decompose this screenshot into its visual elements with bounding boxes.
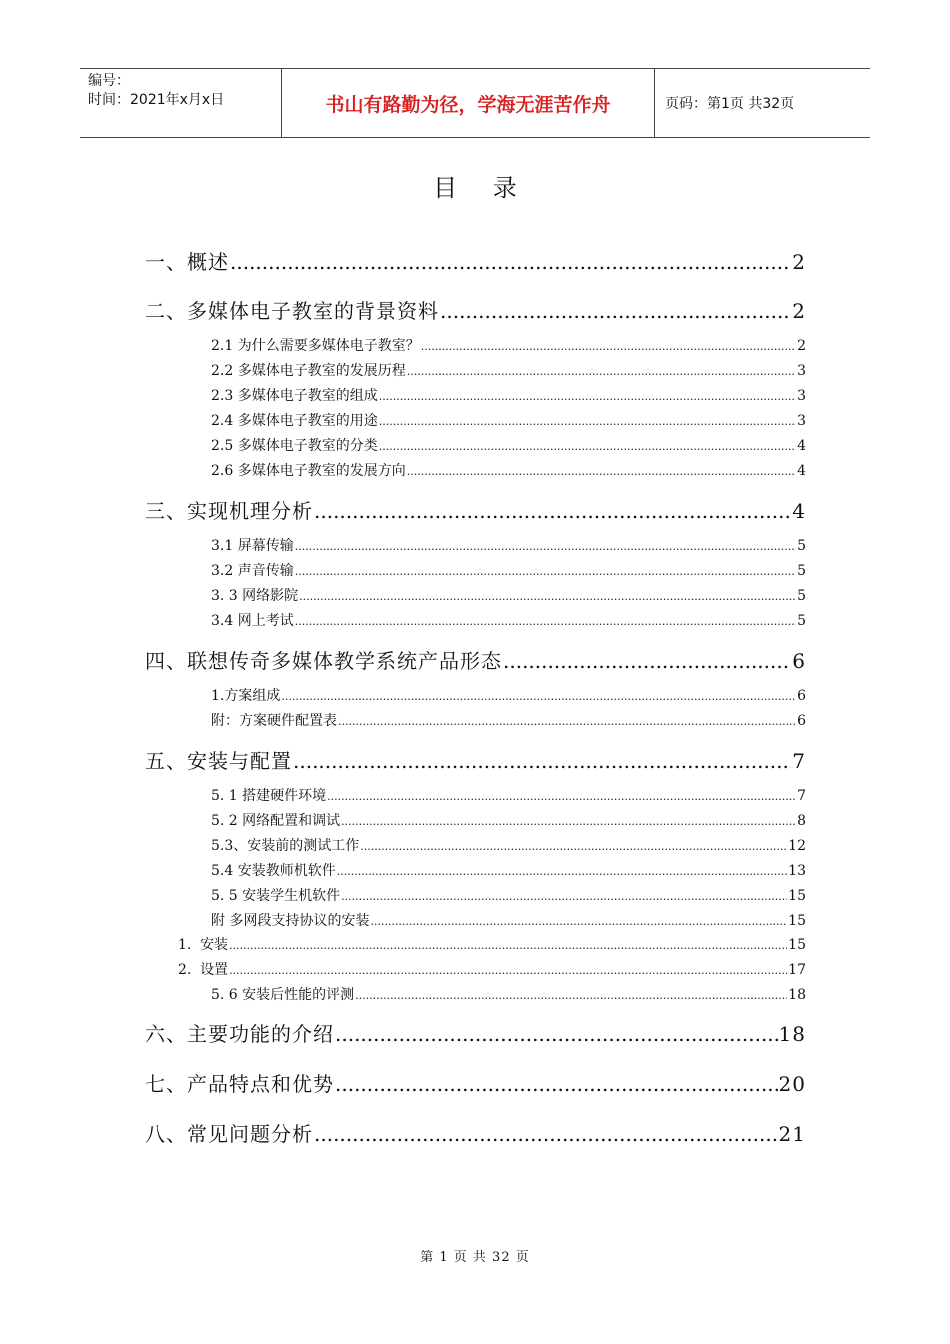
toc-entry-title: 3.1 屏幕传输 [211,538,294,554]
toc-entry-page: 3 [797,388,806,404]
toc-leader-dots [503,649,791,673]
toc-leader-dots [407,465,796,478]
toc-entry-page: 3 [797,363,806,379]
toc-leader-dots [360,840,787,853]
toc-entry-title: 三、实现机理分析 [145,499,313,523]
toc-entry-title: 5. 2 网络配置和调试 [211,813,341,829]
toc-entry[interactable] [145,745,806,774]
toc-leader-dots [335,1072,778,1096]
toc-entry-title: 五、安装与配置 [145,749,292,773]
toc-entry-title: 5. 1 搭建硬件环境 [211,788,327,804]
toc-entry[interactable] [145,1068,806,1097]
toc-entry-page: 7 [797,788,806,804]
toc-leader-dots [379,415,796,428]
toc-leader-dots [230,250,791,274]
toc-entry-page: 2 [797,338,806,354]
toc-entry-title: 六、主要功能的介绍 [145,1022,334,1046]
toc-entry-page: 6 [797,688,806,704]
toc-leader-dots [314,499,791,523]
toc-entry-title: 3.2 声音传输 [211,563,294,579]
toc-entry[interactable] [211,885,806,905]
toc-entry[interactable] [211,410,806,430]
toc-leader-dots [379,390,796,403]
toc-entry-page: 2 [792,299,806,323]
toc-entry-title: 八、常见问题分析 [145,1122,313,1146]
toc-entry-title: 七、产品特点和优势 [145,1072,334,1096]
toc-entry-page: 6 [797,713,806,729]
toc-leader-dots [379,440,796,453]
toc-leader-dots [229,964,787,977]
toc-entry[interactable] [211,385,806,405]
toc-entry[interactable] [145,495,806,524]
toc-entry-title: 5. 5 安装学生机软件 [211,888,341,904]
toc-entry-page: 12 [788,838,806,854]
toc-leader-dots [337,865,787,878]
toc-entry-page: 4 [797,438,806,454]
toc-entry-page: 17 [788,962,806,978]
time-label: 时间：2021年x月x日 [88,92,225,108]
toc-entry-page: 13 [788,863,806,879]
toc-entry-title: 2.5 多媒体电子教室的分类 [211,438,378,454]
number-label: 编号： [88,73,130,89]
toc-entry[interactable] [211,785,806,805]
toc-leader-dots [370,915,787,928]
toc-entry[interactable] [211,984,806,1004]
toc-leader-dots [338,715,796,728]
toc-entry-page: 4 [792,499,806,523]
toc-entry[interactable] [211,710,806,730]
toc-entry-title: 安装 [200,937,229,953]
toc-entry[interactable] [145,246,806,275]
toc-entry-title: 5. 6 安装后性能的评测 [211,987,355,1003]
toc-leader-dots [295,615,796,628]
toc-leader-dots [299,590,796,603]
toc-entry-page: 3 [797,413,806,429]
toc-entry-page: 6 [792,649,806,673]
toc-entry-title: 5.3、安装前的测试工作 [211,838,360,854]
toc-entry-title: 设置 [200,962,229,978]
toc-entry[interactable] [211,585,806,605]
toc-leader-dots [341,890,787,903]
toc-entry[interactable] [211,435,806,455]
toc-entry-title: 附 多网段支持协议的安装 [211,913,370,929]
toc-entry[interactable] [211,685,806,705]
toc-entry-title: 2.1 为什么需要多媒体电子教室？ [211,338,420,354]
toc-entry-page: 15 [788,913,806,929]
toc-entry-title: 四、联想传奇多媒体教学系统产品形态 [145,649,502,673]
toc-entry-title: 5.4 安装教师机软件 [211,863,336,879]
toc-entry-title: 2.6 多媒体电子教室的发展方向 [211,463,406,479]
toc-entry-page: 7 [792,749,806,773]
toc-entry-title: 2.4 多媒体电子教室的用途 [211,413,378,429]
toc-entry[interactable] [211,335,806,355]
page-info: 页码：第1页 共32页 [665,96,795,112]
toc-entry-page: 2 [792,250,806,274]
toc-leader-dots [341,815,796,828]
toc-entry-title: 附：方案硬件配置表 [211,713,337,729]
toc-entry-page: 8 [797,813,806,829]
toc-leader-dots [314,1122,778,1146]
toc-entry-title: 2.3 多媒体电子教室的组成 [211,388,378,404]
toc-entry[interactable] [211,360,806,380]
toc-entry[interactable] [211,460,806,480]
toc-leader-dots [295,565,796,578]
toc-entry[interactable] [178,934,806,954]
toc-entry[interactable] [211,535,806,555]
toc-entry[interactable] [145,645,806,674]
toc-leader-dots [335,1022,778,1046]
toc-entry-title: 1.方案组成 [211,688,281,704]
toc-leader-dots [281,690,796,703]
toc-entry[interactable] [211,860,806,880]
toc-entry-page: 5 [797,613,806,629]
toc-leader-dots [295,540,796,553]
toc-entry[interactable] [178,959,806,979]
toc-leader-dots [293,749,791,773]
toc-entry-number: 1. [178,937,192,953]
toc-entry-page: 5 [797,588,806,604]
toc-entry-page: 18 [778,1022,806,1046]
toc-entry-page: 5 [797,563,806,579]
toc-entry[interactable] [211,810,806,830]
toc-leader-dots [229,939,787,952]
toc-leader-dots [327,790,796,803]
toc-entry-page: 20 [778,1072,806,1096]
toc-entry[interactable] [211,610,806,630]
toc-leader-dots [355,989,787,1002]
toc-title: 目 录 [433,174,531,202]
toc-entry-page: 15 [788,888,806,904]
toc-entry-number: 2. [178,962,192,978]
toc-entry[interactable] [211,835,806,855]
toc-entry[interactable] [211,560,806,580]
motto-text: 书山有路勤为径，学海无涯苦作舟 [325,93,611,116]
toc-entry-page: 5 [797,538,806,554]
toc-leader-dots [440,299,791,323]
toc-entry-page: 4 [797,463,806,479]
toc-entry-page: 18 [788,987,806,1003]
toc-entry[interactable] [145,1018,806,1047]
page-footer: 第 1 页 共 32 页 [420,1250,530,1265]
toc-entry[interactable] [145,295,806,324]
toc-entry-title: 3.4 网上考试 [211,613,294,629]
toc-entry[interactable] [145,1118,806,1147]
toc-entry-title: 3. 3 网络影院 [211,588,299,604]
toc-entry-page: 21 [778,1122,806,1146]
toc-leader-dots [421,340,796,353]
toc-entry-title: 一、概述 [145,250,229,274]
toc-entry[interactable] [211,910,806,930]
toc-entry-title: 二、多媒体电子教室的背景资料 [145,299,439,323]
toc-leader-dots [407,365,796,378]
toc-entry-page: 15 [788,937,806,953]
toc-entry-title: 2.2 多媒体电子教室的发展历程 [211,363,406,379]
